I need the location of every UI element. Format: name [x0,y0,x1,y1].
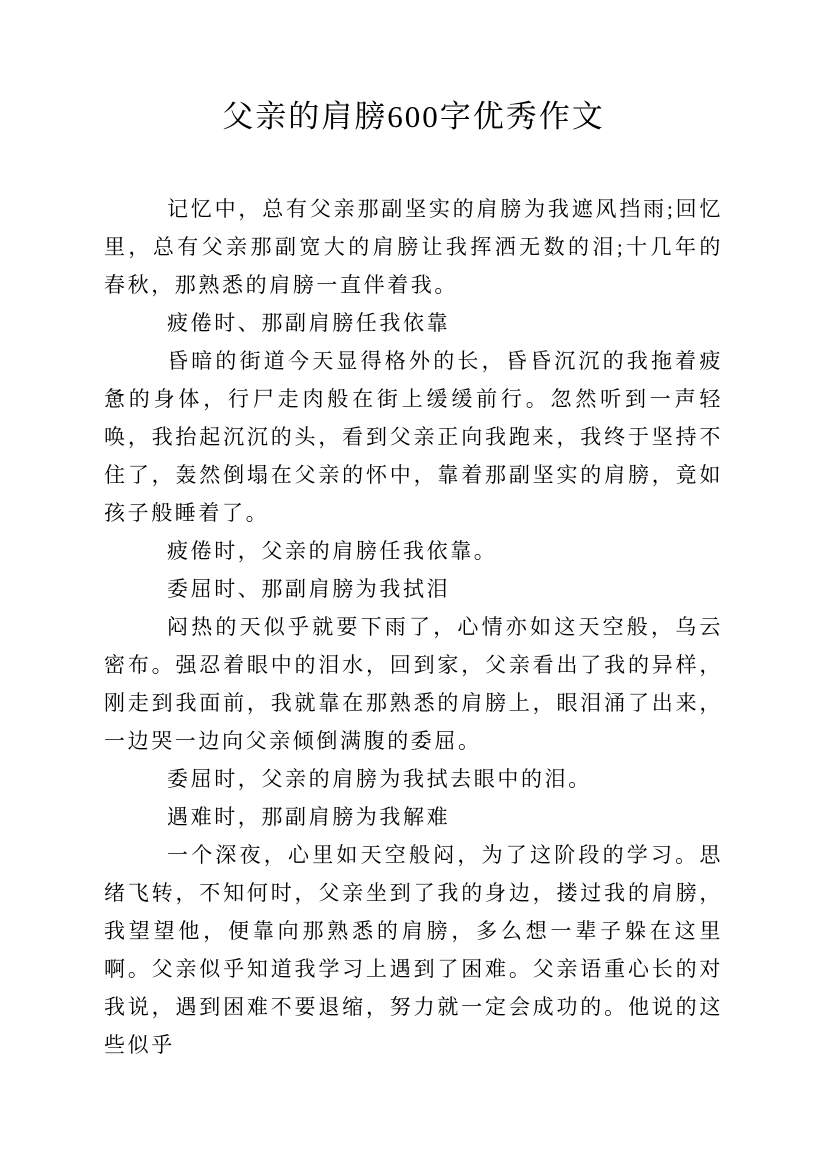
paragraph: 委屈时、那副肩膀为我拭泪 [167,577,451,601]
paragraph: 疲倦时，父亲的肩膀任我依靠。 [167,539,498,563]
paragraph: 一个深夜，心里如天空般闷，为了这阶段的学习。思绪飞转，不知何时，父亲坐到了我的身边，搂过我的肩膀，我望望他，便靠向那熟悉的肩膀，多么想一辈子躲在这里啊。父亲似乎知道我学习上遇到了困难。父亲语重心长的对我说，遇到困难不要退缩，努力就一定会成功的。他说的这些似乎 [104,843,723,1057]
paragraph: 昏暗的街道今天显得格外的长，昏昏沉沉的我拖着疲惫的身体，行尸走肉般在街上缓缓前行。忽然听到一声轻唤，我抬起沉沉的头，看到父亲正向我跑来，我终于坚持不住了，轰然倒塌在父亲的怀中，靠着那副坚实的肩膀，竟如孩子般睡着了。 [104,349,723,525]
paragraph: 记忆中，总有父亲那副坚实的肩膀为我遮风挡雨;回忆里，总有父亲那副宽大的肩膀让我挥洒无数的泪;十几年的春秋，那熟悉的肩膀一直伴着我。 [104,197,723,297]
paragraph: 闷热的天似乎就要下雨了，心情亦如这天空般，乌云密布。强忍着眼中的泪水，回到家，父亲看出了我的异样，刚走到我面前，我就靠在那熟悉的肩膀上，眼泪涌了出来，一边哭一边向父亲倾倒满腹的委屈。 [104,615,723,753]
paragraph: 疲倦时、那副肩膀任我依靠 [167,311,451,335]
document-body [104,190,723,1064]
paragraph: 遇难时，那副肩膀为我解难 [167,805,451,829]
document-title: 父亲的肩膀600字优秀作文 [222,99,605,134]
paragraph: 委屈时，父亲的肩膀为我拭去眼中的泪。 [167,767,592,791]
